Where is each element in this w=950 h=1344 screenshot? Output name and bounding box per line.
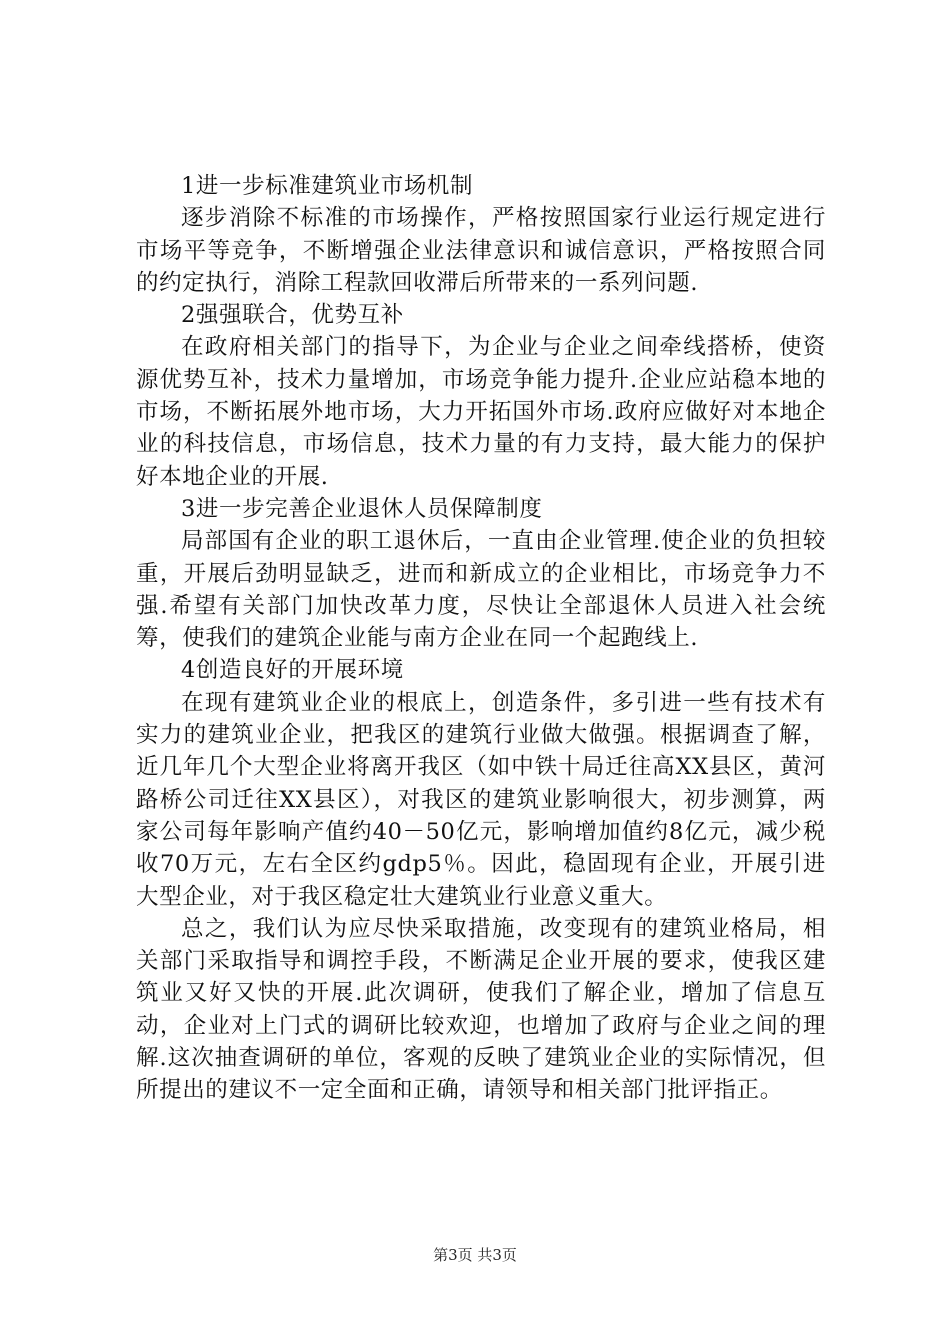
section-heading-1: 1进一步标准建筑业市场机制	[181, 173, 474, 199]
page-number: 第3页	[433, 1246, 473, 1264]
section-heading-2: 2强强联合，优势互补	[181, 302, 404, 329]
paragraph-conclusion: 总之，我们认为应尽快采取措施，改变现有的建筑业格局，相关部门采取指导和调控手段，不断满足企业开展的要求，使我区建筑业又好又快的开展.此次调研，使我们了解企业，增加了信息互动，企业对上门式的调研比较欢迎，也增加了政府与企业之间的理解.这次抽查调研的单位，客观的反映了建筑业企业的实际情况，但所提出的建议不一定全面和正确，请领导和相关部门批评指正。	[136, 915, 826, 1104]
document-body	[136, 170, 826, 1107]
section-heading-4: 4创造良好的开展环境	[181, 657, 404, 684]
paragraph-2: 在政府相关部门的指导下，为企业与企业之间牵线搭桥，使资源优势互补，技术力量增加，市场竞争能力提升.企业应站稳本地的市场，不断拓展外地市场，大力开拓国外市场.政府应做好对本地企业的科技信息，市场信息，技术力量的有力支持，最大能力的保护好本地企业的开展.	[136, 334, 826, 490]
page-footer	[0, 1244, 950, 1265]
paragraph-4: 在现有建筑业企业的根底上，创造条件，多引进一些有技术有实力的建筑业企业，把我区的建筑行业做大做强。根据调查了解，近几年几个大型企业将离开我区（如中铁十局迁往高XX县区，黄河路桥公司迁往XX县区），对我区的建筑业影响很大，初步测算，两家公司每年影响产值约40－50亿元，影响增加值约8亿元，减少税收70万元，左右全区约gdp5％。因此，稳固现有企业，开展引进大型企业，对于我区稳定壮大建筑业行业意义重大。	[136, 689, 826, 910]
paragraph-3: 局部国有企业的职工退休后，一直由企业管理.使企业的负担较重，开展后劲明显缺乏，进而和新成立的企业相比，市场竞争力不强.希望有关部门加快改革力度，尽快让全部退休人员进入社会统筹，使我们的建筑企业能与南方企业在同一个起跑线上.	[136, 528, 826, 652]
section-heading-3: 3进一步完善企业退休人员保障制度	[181, 495, 543, 522]
page-total: 共3页	[477, 1246, 517, 1264]
paragraph-1: 逐步消除不标准的市场操作，严格按照国家行业运行规定进行市场平等竞争，不断增强企业法律意识和诚信意识，严格按照合同的约定执行，消除工程款回收滞后所带来的一系列问题.	[136, 205, 826, 296]
